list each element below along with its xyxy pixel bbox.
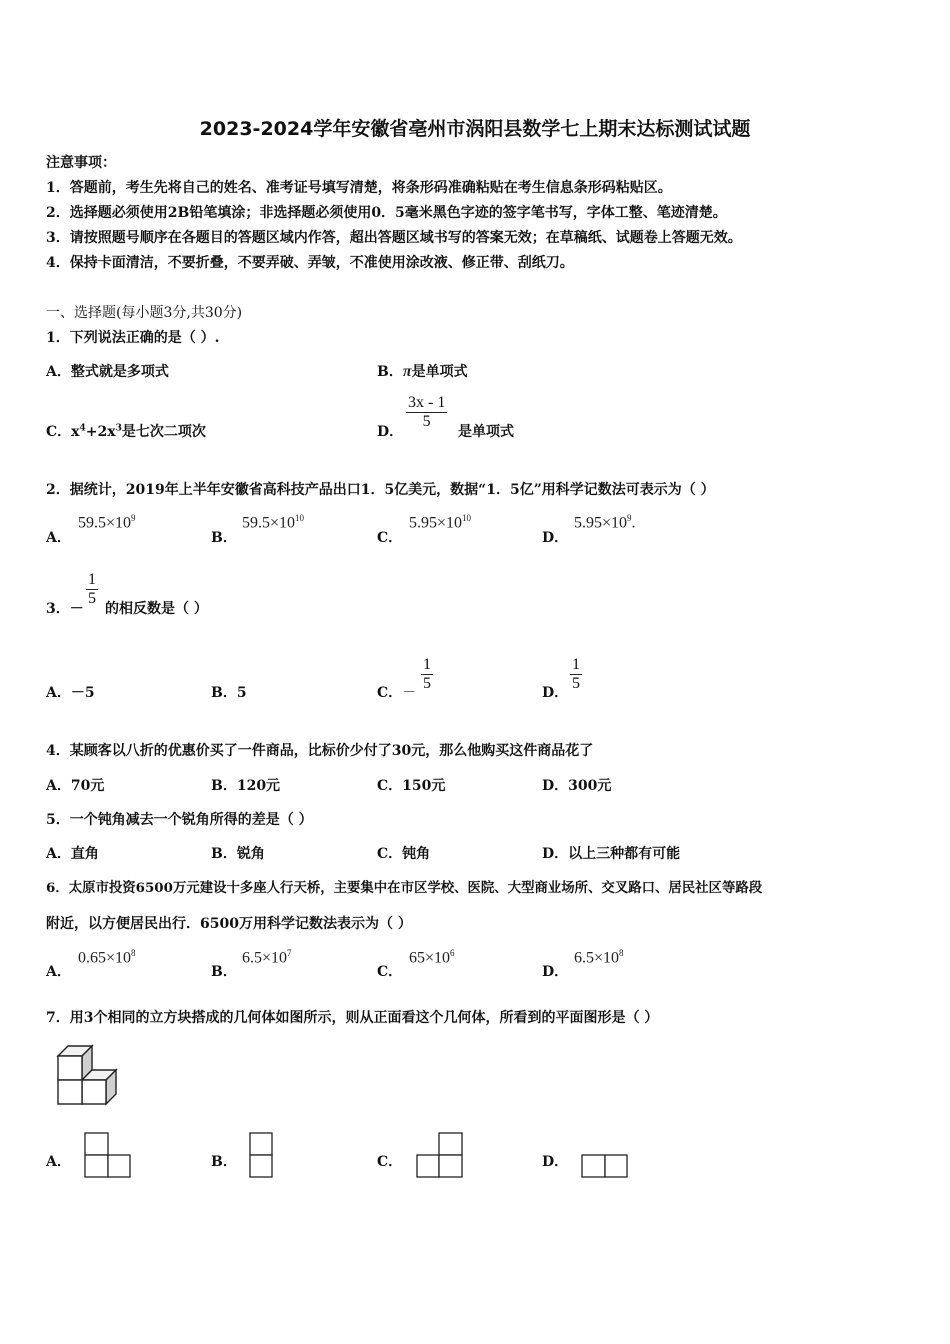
question-3-suffix: 的相反数是（ ）: [105, 601, 208, 617]
q3-option-d-fraction: [570, 656, 582, 693]
option-text: 是七次二项次: [121, 424, 206, 440]
option-label: C．: [46, 424, 72, 440]
q3-stem-fraction: [86, 571, 98, 608]
notice-item: 1．答题前，考生先将自己的姓名、准考证号填写清楚，将条形码准确粘贴在考生信息条形码粘贴区。: [46, 180, 672, 196]
fraction-numerator: 1: [423, 656, 431, 673]
q2-option-a-value: $59.5\times 10^9$: [78, 513, 136, 532]
q3-option-c-label: C．－: [377, 685, 417, 701]
q6-option-a-label: A．: [46, 964, 71, 980]
fraction-denominator: 5: [406, 412, 447, 431]
cube-stack-figure: [56, 1044, 120, 1104]
question-5-stem: 5．一个钝角减去一个锐角所得的差是（ ）: [46, 812, 313, 828]
q6-option-b-value: $6.5\times 10^7$: [242, 948, 292, 967]
q3-option-a: A．－5: [46, 685, 95, 701]
fraction-numerator: 3x - 1: [408, 394, 446, 411]
notice-heading: 注意事项：: [46, 155, 116, 171]
q3-option-c-fraction: [421, 656, 433, 693]
q5-option-c: C．钝角: [377, 846, 431, 862]
math-expression: $x^4+2x^3$: [71, 423, 122, 440]
q1-option-d-text: 是单项式: [458, 424, 514, 440]
q6-option-d-value: $6.5\times 10^8$: [574, 948, 624, 967]
fraction-denominator: 5: [572, 675, 580, 692]
option-text: 整式就是多项式: [70, 364, 169, 380]
question-6-stem-line2: 附近，以方便居民出行．6500万用科学记数法表示为（ ）: [46, 916, 412, 932]
q2-option-b-label: B．: [211, 530, 237, 546]
q1-option-a: [46, 361, 169, 381]
question-7-stem: 7．用3个相同的立方块搭成的几何体如图所示，则从正面看这个几何体，所看到的平面图形是（ ）: [46, 1010, 659, 1026]
q1-option-d-label: D．: [377, 424, 404, 440]
q7-option-c-label: C．: [377, 1154, 403, 1170]
q6-option-b-label: B．: [211, 964, 237, 980]
notice-item: 3．请按照题号顺序在各题目的答题区域内作答，超出答题区域书写的答案无效；在草稿纸、试题卷上答题无效。: [46, 230, 742, 246]
q1-option-b: [377, 361, 468, 381]
q7-option-d-label: D．: [542, 1154, 569, 1170]
q7-option-a-shape: [84, 1132, 132, 1180]
q6-option-d-label: D．: [542, 964, 569, 980]
q2-option-d-value: $5.95\times 10^9$.: [574, 513, 636, 532]
q7-option-a-label: A．: [46, 1154, 71, 1170]
fraction-denominator: 5: [88, 590, 96, 607]
question-6-stem-line1: 6．太原市投资6500万元建设十多座人行天桥，主要集中在市区学校、医院、大型商业场所、交叉路口、居民社区等路段: [46, 880, 763, 896]
option-label: B．: [377, 364, 403, 380]
question-2-stem: 2．据统计，2019年上半年安徽省高科技产品出口1．5亿美元，数据“1．5亿”用科学记数法可表示为（ ）: [46, 482, 715, 498]
fraction-numerator: 1: [572, 656, 580, 673]
q7-option-c-shape: [416, 1132, 464, 1180]
section-heading: 一、选择题(每小题3分,共30分): [46, 305, 243, 321]
q4-option-a: A．70元: [46, 778, 105, 794]
q2-option-b-value: $59.5\times 10^{10}$: [242, 513, 305, 532]
q2-option-d-label: D．: [542, 530, 569, 546]
q6-option-c-value: $65\times 10^6$: [409, 948, 455, 967]
fraction-numerator: 1: [88, 571, 96, 588]
notice-item: 2．选择题必须使用2B铅笔填涂；非选择题必须使用0．5毫米黑色字迹的签字笔书写，字体工整、笔迹清楚。: [46, 205, 727, 221]
q4-option-d: D．300元: [542, 778, 612, 794]
pi-symbol: π: [402, 363, 412, 380]
q5-option-a: A．直角: [46, 846, 99, 862]
notice-item: 4．保持卡面清洁，不要折叠，不要弄破、弄皱，不准使用涂改液、修正带、刮纸刀。: [46, 255, 574, 271]
q7-option-b-label: B．: [211, 1154, 237, 1170]
q1-option-c: [46, 421, 206, 441]
page-title: 2023-2024学年安徽省亳州市涡阳县数学七上期末达标测试试题: [199, 118, 751, 140]
q6-option-c-label: C．: [377, 964, 403, 980]
q4-option-b: B．120元: [211, 778, 281, 794]
q2-option-a-label: A．: [46, 530, 71, 546]
q7-option-b-shape: [249, 1132, 275, 1180]
q3-option-d-label: D．: [542, 685, 569, 701]
q5-option-b: B．锐角: [211, 846, 265, 862]
q2-option-c-value: $5.95\times 10^{10}$: [409, 513, 472, 532]
q2-option-c-label: C．: [377, 530, 403, 546]
q6-option-a-value: $0.65\times 10^8$: [78, 948, 136, 967]
option-text: 是单项式: [411, 364, 468, 380]
q5-option-d: D．以上三种都有可能: [542, 846, 681, 862]
q7-option-d-shape: [581, 1154, 629, 1180]
question-1-stem: 1．下列说法正确的是（ ）.: [46, 330, 220, 346]
q1-option-d-fraction: [406, 394, 447, 431]
fraction-denominator: 5: [423, 675, 431, 692]
q4-option-c: C．150元: [377, 778, 446, 794]
question-3-prefix: 3．－: [46, 601, 84, 617]
question-4-stem: 4．某顾客以八折的优惠价买了一件商品，比标价少付了30元，那么他购买这件商品花了: [46, 743, 594, 759]
q3-option-b: B．5: [211, 685, 247, 701]
option-label: A．: [46, 364, 71, 380]
